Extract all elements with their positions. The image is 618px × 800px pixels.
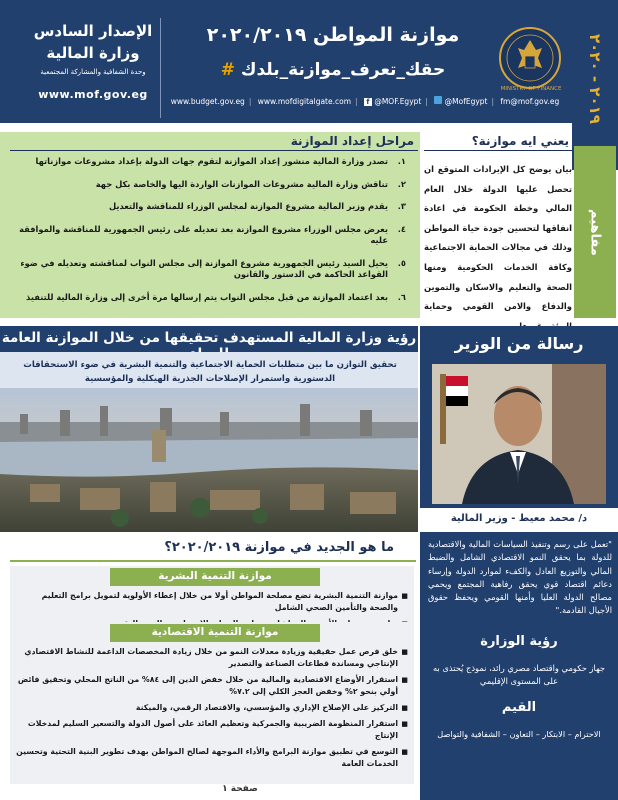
vision-title: رؤية وزارة المالية المستهدف تحقيقها من خلال الموازنة العامة [0, 326, 418, 352]
list-item-text: استقرار المنظومة الضريبية والجمركية وتعظيم العائد على أصول الدولة والتسعير السليم لمدخلات الإنتاج [27, 719, 398, 740]
stage-number: ١. [397, 156, 406, 166]
stage-text: تصدر وزارة المالية منشور إعداد الموازنة لتقوم جهات الدولة بإعداد مشروعات موازناتها [35, 156, 388, 166]
facebook-link[interactable]: @MOF.Egypt [374, 97, 422, 106]
list-item-text: التوسع في تطبيق موازنة البرامج والأداء الموجهة لصالح المواطن بهدف تطوير البنية التحتية وتحسين الخدمات العامة [16, 747, 398, 768]
human-dev-title: موازنة التنمية البشرية [110, 568, 320, 586]
list-item [10, 179, 406, 190]
links-bar: www.budget.gov.eg | www.mofdigitalgate.com | f @MOF.Egypt | @MofEgypt | fm@mof.gov.eg [170, 97, 560, 106]
budget-link[interactable]: www.budget.gov.eg [170, 97, 245, 106]
vision-text: تحقيق التوازن ما بين متطلبات الحماية الاجتماعية والتنمية البشرية في ضوء الاستحقاقات الدستورية واستمرار الإصلاحات الجذرية الهيكلية والمؤسسية [23, 360, 397, 384]
econ-dev-list [16, 646, 408, 774]
definition-divider [424, 150, 572, 151]
year-vertical-label: ٢٠١٩ - ٢٠٢٠ [586, 34, 604, 124]
list-item [10, 201, 406, 212]
bullet-icon: ■ [401, 676, 408, 684]
hashtag [168, 60, 498, 80]
minister-name: د/ محمد معيط - وزير المالية [450, 513, 588, 524]
list-item [16, 646, 408, 670]
edition-block [28, 22, 158, 122]
list-item [10, 156, 406, 167]
list-item [16, 590, 408, 614]
list-item [10, 258, 406, 280]
email-link[interactable]: fm@mof.gov.eg [500, 97, 560, 106]
list-item [10, 224, 406, 246]
page-number: صفحة ١ [222, 784, 258, 794]
bullet-icon: ■ [401, 720, 408, 728]
ministry-vision-title: رؤية الوزارة [480, 634, 558, 649]
econ-dev-title: موازنة التنمية الاقتصادية [110, 624, 320, 642]
concepts-tab-label: مفاهيم [587, 208, 603, 256]
facebook-icon: f [364, 98, 372, 106]
stage-number: ٥. [397, 257, 406, 268]
unit-label: وحدة الشفافية والمشاركة المجتمعية [40, 68, 146, 76]
values-title: القيم [501, 700, 537, 715]
logo-caption: MINISTRY OF FINANCE [500, 86, 562, 92]
site-link[interactable]: www.mof.gov.eg [38, 88, 148, 101]
page-title: موازنة المواطن ٢٠٢٠/٢٠١٩ [206, 24, 460, 46]
ministry-label: وزارة المالية [46, 44, 140, 62]
stage-text: يعرض مجلس الوزراء مشروع الموازنة بعد تعديله على رئيس الجمهورية للمناقشة والموافقة عليه [19, 224, 388, 246]
list-item [16, 702, 408, 714]
minister-quote: "تعمل على رسم وتنفيذ السياسات المالية والاقتصادية للدولة بما يحقق النمو الاقتصادي الشامل والضبط المالي والتوزيع العادل والكفء لموارد الدولة وإرساء دعائم اقتصاد قوي يحقق رفاهية المجتمع ويحمي مصالح الدولة العليا وأمنها القومي ويحفظ حقوق الأجيال القادمة." [428, 539, 612, 616]
list-item-text: موازنة التنمية البشرية تضع مصلحة المواطن أولا من خلال إعطاء الأولوية لتمويل برامج التعليم والصحة والتأمين الصحي الشامل [41, 591, 398, 612]
list-item [16, 746, 408, 770]
minister-section-title: رسالة من الوزير [454, 334, 584, 353]
whats-new-title: ما هو الجديد في موازنة ٢٠٢٠/٢٠١٩؟ [164, 540, 394, 555]
stage-number: ٢. [397, 178, 406, 189]
list-item [16, 718, 408, 742]
ministry-logo [498, 26, 562, 90]
list-item-text: خلق فرص عمل حقيقية وزيادة معدلات النمو من خلال زيادة المخصصات الداعمة للنشاط الاقتصادي الإنتاجي ومساندة قطاعات الصناعة والتصدير [24, 647, 398, 668]
stages-list [10, 156, 406, 315]
stage-number: ٤. [397, 224, 406, 235]
list-item [10, 292, 406, 303]
bullet-icon: ■ [401, 648, 408, 656]
whats-new-divider [10, 560, 416, 562]
stages-divider [10, 150, 418, 151]
list-item-text: استقرار الأوضاع الاقتصادية والمالية من خلال خفض الدين إلى ٨٤% من الناتج المحلي وتحقيق فائض أولي بنحو ٢% وخفض العجز الكلي إلى ٧.٢% [17, 675, 398, 696]
stages-title: مراحل إعداد الموازنة [290, 134, 414, 148]
stage-number: ٦. [397, 291, 406, 302]
definition-body: بيان يوضح كل الإيرادات المتوقع ان تحصل عليها الدولة خلال العام المالي وخطة الحكومة في اعادة انفاقها لتحسين جودة حياة المواطن وذلك في مجالات الحماية الاجتماعية وكافة الخدمات الحكومية ومنها الصحة والتعليم والاسكان والتموين والدفاع والامن القومي وحماية [424, 164, 572, 312]
list-item [16, 674, 408, 698]
values-text: الاحترام – الابتكار – التعاون – الشفافية والتواصل [437, 729, 601, 739]
minister-portrait [432, 364, 606, 504]
twitter-link[interactable]: @MofEgypt [444, 97, 488, 106]
stage-text: تناقش وزارة المالية مشروعات الموازنات الواردة اليها والخاصة بكل جهة [95, 178, 388, 189]
ministry-vision-text: جهاز حكومي واقتصاد مصري رائد، نموذج يُحتذى به على المستوى الإقليمي [432, 663, 606, 686]
hashtag-text: حقك_تعرف_موازنة_بلدك [240, 60, 446, 80]
bullet-icon: ■ [401, 748, 408, 756]
list-item-text: التركيز على الإصلاح الإداري والمؤسسي، والاقتصاد الرقمي، والميكنة [135, 703, 398, 712]
stage-number: ٣. [397, 201, 406, 212]
stage-text: يحيل السيد رئيس الجمهورية مشروع الموازنة إلى مجلس النواب لمناقشته وتعديله في ضوء القواعد الحاكمة في الدستور والقانون [20, 257, 388, 280]
twitter-icon [434, 96, 442, 104]
bullet-icon: ■ [401, 704, 408, 712]
stage-text: يقدم وزير المالية مشروع الموازنة لمجلس الوزراء للمناقشة والتعديل [108, 201, 388, 212]
edition-label: الإصدار السادس [33, 22, 153, 40]
stage-text: بعد اعتماد الموازنة من قبل مجلس النواب يتم إرسالها مرة أخرى إلى وزارة المالية للتنفيذ [26, 291, 388, 302]
definition-title: يعني ايه موازنة؟ [471, 134, 569, 148]
hashtag-symbol: # [220, 60, 235, 80]
cairo-city-photo [0, 388, 418, 532]
bullet-icon: ■ [401, 592, 408, 600]
digital-gate-link[interactable]: www.mofdigitalgate.com [257, 97, 352, 106]
